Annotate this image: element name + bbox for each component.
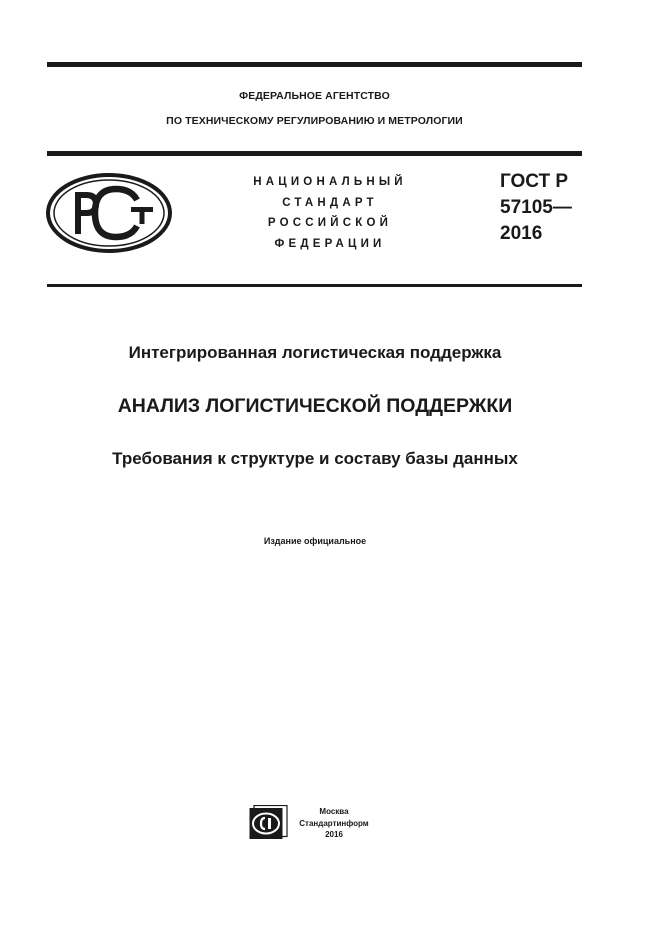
standard-designation — [500, 169, 595, 247]
designation-line: 2016 — [500, 223, 543, 244]
document-title: АНАЛИЗ ЛОГИСТИЧЕСКОЙ ПОДДЕРЖКИ — [117, 395, 513, 417]
document-subject: Интегрированная логистическая поддержка — [128, 343, 502, 362]
standard-type-line: НАЦИОНАЛЬНЫЙ — [253, 176, 407, 188]
standartinform-logo-icon — [249, 805, 288, 840]
middle-rule — [47, 151, 582, 156]
standard-type-line: ФЕДЕРАЦИИ — [274, 237, 386, 250]
designation-line: ГОСТ Р — [500, 171, 569, 192]
publisher-city: Москва — [319, 807, 349, 816]
publisher-imprint — [294, 806, 374, 841]
bottom-rule — [47, 284, 582, 287]
edition-label: Издание официальное — [263, 536, 367, 546]
rst-logo-icon — [45, 172, 173, 254]
standard-type-line: РОССИЙСКОЙ — [267, 217, 393, 229]
publisher-year: 2016 — [325, 830, 343, 839]
top-rule — [47, 62, 582, 67]
publisher-name: Стандартинформ — [299, 818, 369, 828]
standard-type — [230, 172, 430, 254]
agency-name-line2: ПО ТЕХНИЧЕСКОМУ РЕГУЛИРОВАНИЮ И МЕТРОЛОГИИ — [166, 115, 463, 127]
agency-name-line1: ФЕДЕРАЛЬНОЕ АГЕНТСТВО — [239, 90, 390, 102]
standard-type-line: СТАНДАРТ — [282, 196, 378, 209]
document-subtitle: Требования к структуре и составу базы данных — [112, 449, 518, 468]
designation-line: 57105— — [500, 197, 572, 218]
